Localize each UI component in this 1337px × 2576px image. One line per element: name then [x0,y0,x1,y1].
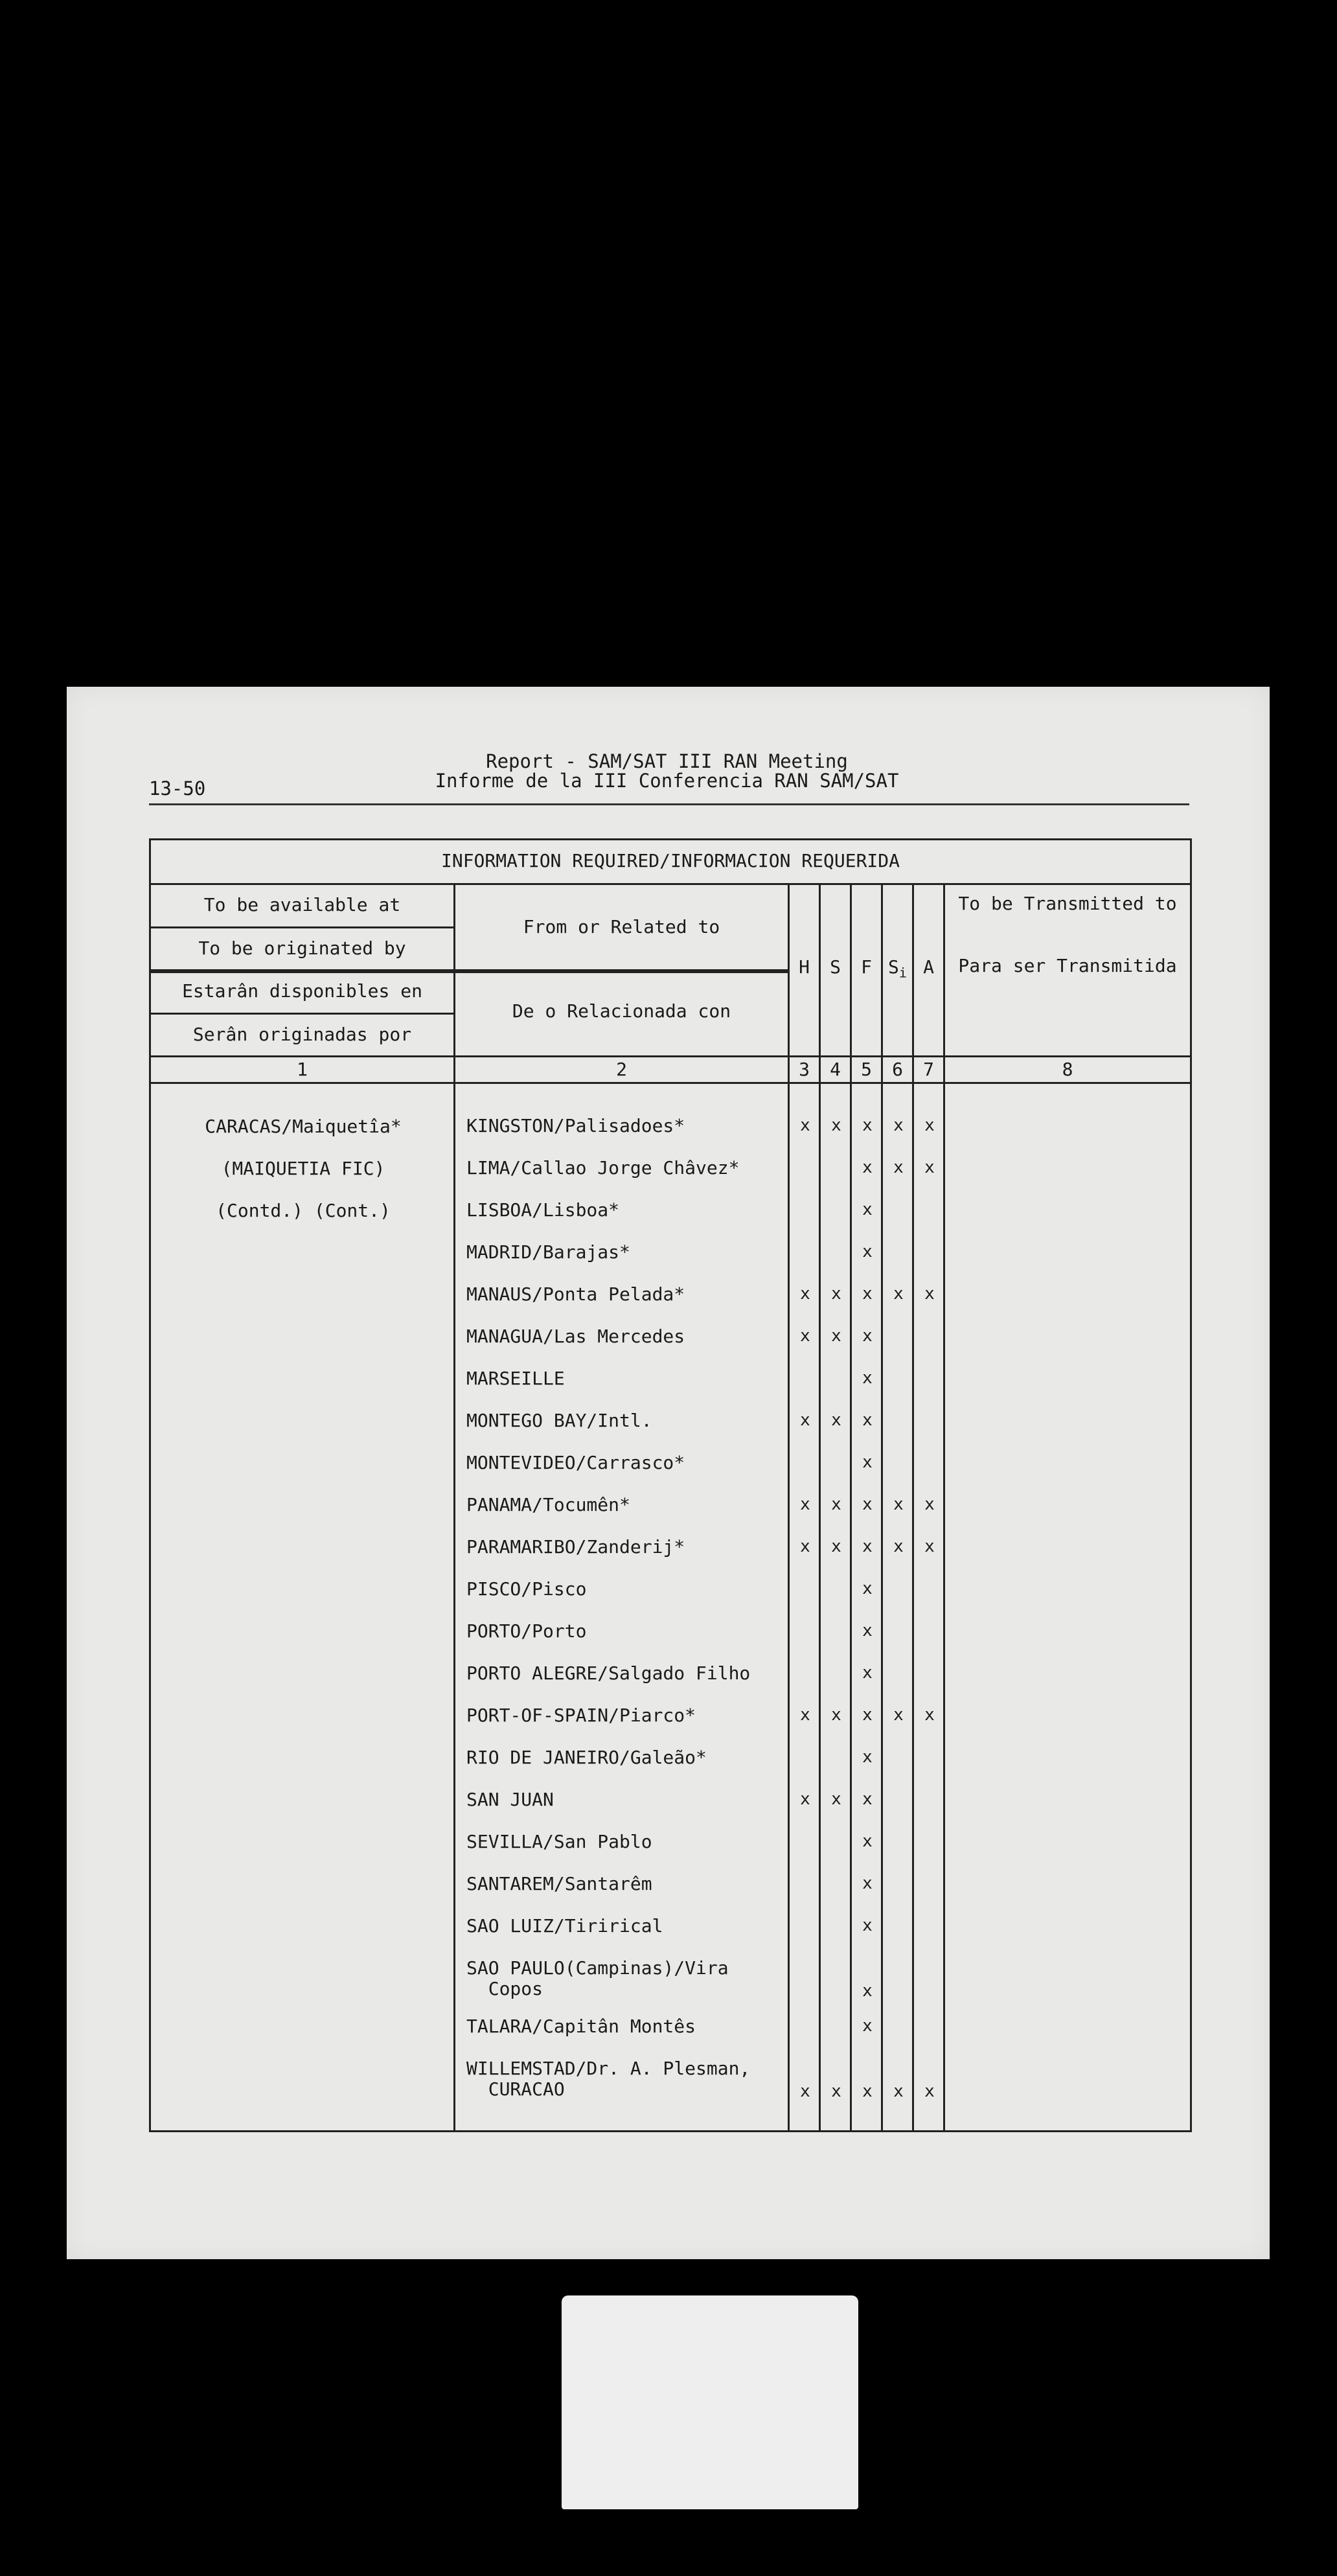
flag-mark: x [893,1537,904,1556]
flag-mark: x [924,1158,935,1177]
flag-mark: x [831,1116,841,1135]
col-number-1: 1 [297,1059,308,1080]
table-row-destination: PORTO/Porto [466,1620,587,1642]
divider [151,1013,453,1015]
table-row-destination: LIMA/Callao Jorge Châvez* [466,1157,740,1179]
flag-mark: x [831,1495,841,1514]
flag-mark: x [862,1116,873,1135]
table-row-destination: MADRID/Barajas* [466,1241,630,1263]
flag-mark: x [862,1705,873,1725]
flag-mark: x [893,2082,904,2101]
col-number-7: 7 [923,1059,934,1080]
table-row-destination: MANAUS/Ponta Pelada* [466,1283,685,1305]
flag-mark: x [893,1705,904,1725]
origin-station: CARACAS/Maiquetîa* [205,1116,402,1137]
flag-mark: x [862,1832,873,1851]
flag-mark: x [831,1326,841,1346]
col-number-4: 4 [830,1059,841,1080]
col-number-2: 2 [616,1059,627,1080]
divider [151,1055,1190,1057]
flag-header-si-main: S [888,956,899,978]
table-row-destination: LISBOA/Lisboa* [466,1199,620,1221]
col2-header-es: De o Relacionada con [512,1000,731,1022]
flag-header-h: H [799,956,810,978]
flag-header-si-sub: i [898,965,907,981]
flag-mark: x [800,1326,810,1346]
flag-header-s: S [830,956,841,978]
flag-mark: x [800,1284,810,1304]
flag-mark: x [800,1116,810,1135]
information-table [149,838,1192,2132]
flag-mark: x [862,2016,873,2036]
table-row-destination: PISCO/Pisco [466,1578,587,1600]
header-line-1: Report - SAM/SAT III RAN Meeting [486,750,848,772]
flag-mark: x [800,1495,810,1514]
flag-mark: x [800,1410,810,1430]
col2-header-en: From or Related to [523,916,720,937]
flag-mark: x [862,1368,873,1388]
blank-card [562,2295,858,2509]
origin-continued: (Contd.) (Cont.) [216,1200,391,1221]
flag-mark: x [862,1981,873,2001]
flag-mark: x [862,1621,873,1640]
col1-header-originated: To be originated by [198,937,406,959]
flag-mark: x [831,1284,841,1304]
flag-mark: x [924,1284,935,1304]
table-row-destination: PANAMA/Tocumên* [466,1494,630,1515]
col8-header-en: To be Transmitted to [958,893,1177,914]
flag-mark: x [862,1874,873,1893]
table-row-destination: SEVILLA/San Pablo [466,1831,652,1852]
table-row-destination: PORTO ALEGRE/Salgado Filho [466,1662,751,1684]
table-row-destination: TALARA/Capitân Montês [466,2016,696,2037]
flag-mark: x [924,2082,935,2101]
col-number-6: 6 [892,1059,903,1080]
report-header [67,752,1270,790]
table-row-destination: MANAGUA/Las Mercedes [466,1326,685,1347]
table-row-destination: PARAMARIBO/Zanderij* [466,1536,685,1558]
flag-mark: x [862,1158,873,1177]
flag-mark: x [831,1537,841,1556]
table-row-destination: SAO LUIZ/Tirirical [466,1915,663,1937]
table-row-destination: MONTEGO BAY/Intl. [466,1410,652,1431]
flag-header-a: A [923,956,934,978]
flag-mark: x [862,1747,873,1767]
table-row-destination: SAO PAULO(Campinas)/Vira Copos [466,1957,729,1999]
flag-mark: x [862,1579,873,1598]
flag-mark: x [893,1158,904,1177]
table-row-destination: MONTEVIDEO/Carrasco* [466,1452,685,1473]
divider [151,883,1190,885]
flag-mark: x [800,1537,810,1556]
table-row-destination: MARSEILLE [466,1368,565,1389]
table-row-destination: SAN JUAN [466,1789,554,1810]
flag-mark: x [800,1705,810,1725]
flag-mark: x [831,1705,841,1725]
col1-header-disponibles: Estarân disponibles en [182,980,422,1002]
flag-mark: x [862,1495,873,1514]
flag-mark: x [862,1410,873,1430]
flag-mark: x [862,1326,873,1346]
flag-mark: x [831,2082,841,2101]
table-title: INFORMATION REQUIRED/INFORMACION REQUERIDA [440,850,900,871]
flag-mark: x [862,1537,873,1556]
divider [151,969,788,973]
flag-mark: x [800,2082,810,2101]
table-row-destination: SANTAREM/Santarêm [466,1873,652,1894]
flag-mark: x [893,1284,904,1304]
table-row-destination: PORT-OF-SPAIN/Piarco* [466,1705,696,1726]
flag-mark: x [862,1284,873,1304]
flag-mark: x [893,1495,904,1514]
flag-header-f: F [861,956,872,978]
flag-header-si [883,957,912,983]
col1-header-originadas: Serân originadas por [192,1024,412,1045]
flag-mark: x [924,1537,935,1556]
divider [151,1082,1190,1084]
col8-header-es: Para ser Transmitida [958,955,1177,976]
flag-mark: x [831,1789,841,1809]
header-line-2: Informe de la III Conferencia RAN SAM/SAT [435,770,899,792]
col-number-3: 3 [799,1059,810,1080]
flag-mark: x [862,1663,873,1683]
flag-mark: x [862,1200,873,1219]
col-number-5: 5 [861,1059,872,1080]
flag-mark: x [862,2082,873,2101]
table-row-destination: RIO DE JANEIRO/Galeão* [466,1747,707,1768]
table-row-destination: WILLEMSTAD/Dr. A. Plesman, CURACAO [466,2058,751,2100]
page-number: 13-50 [149,777,206,799]
header-rule [149,803,1189,805]
table-row-destination: KINGSTON/Palisadoes* [466,1115,685,1136]
divider [151,926,453,928]
flag-mark: x [862,1916,873,1935]
flag-mark: x [924,1705,935,1725]
flag-mark: x [862,1453,873,1472]
flag-mark: x [862,1789,873,1809]
flag-mark: x [800,1789,810,1809]
col-number-8: 8 [1062,1059,1073,1080]
flag-mark: x [862,1242,873,1261]
document-page [67,687,1270,2259]
flag-mark: x [893,1116,904,1135]
flag-mark: x [924,1116,935,1135]
flag-mark: x [924,1495,935,1514]
origin-fic: (MAIQUETIA FIC) [221,1158,385,1179]
flag-mark: x [831,1410,841,1430]
col1-header-available: To be available at [203,894,401,915]
